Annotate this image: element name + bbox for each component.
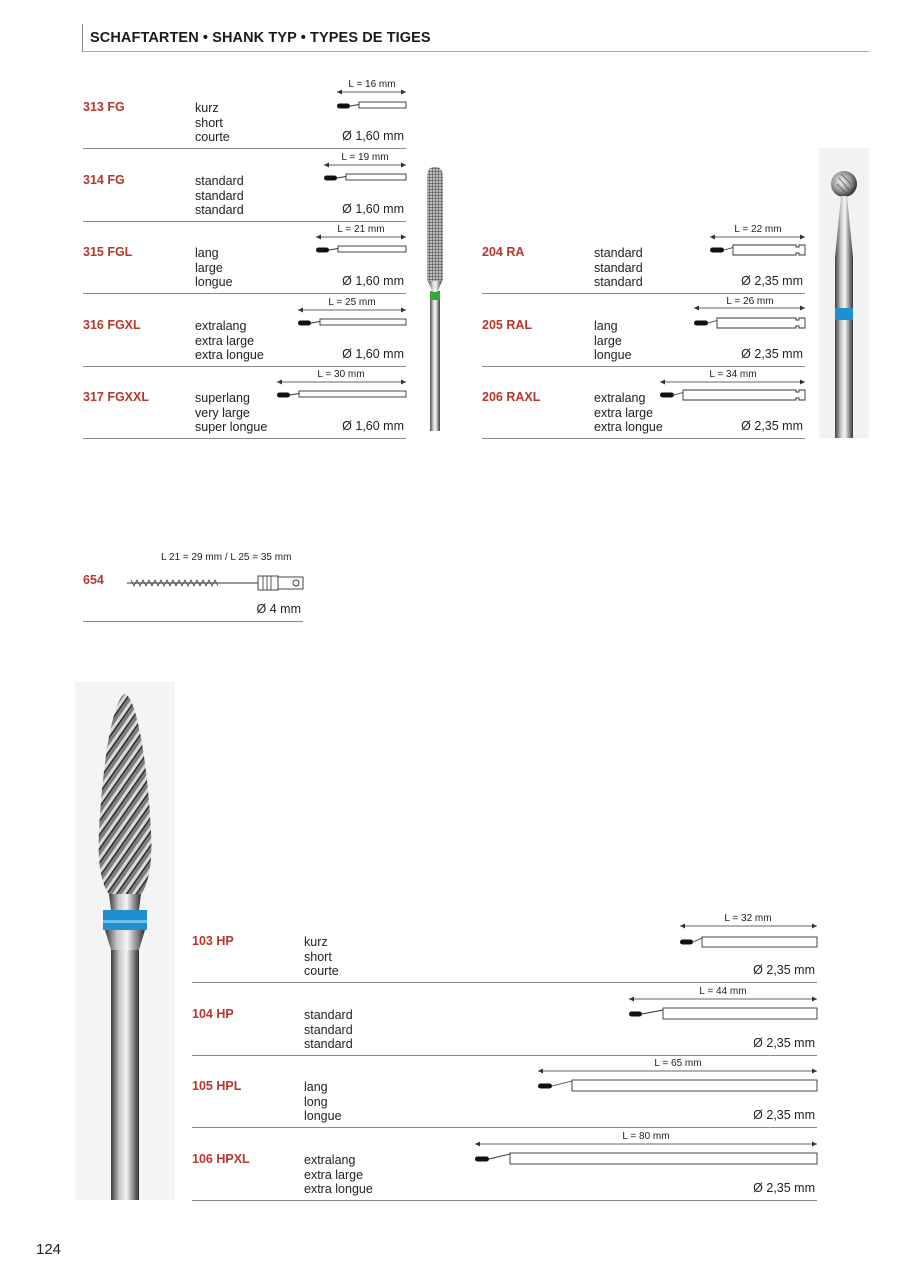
product-code: 206 RAXL <box>482 390 541 404</box>
diameter-value: Ø 1,60 mm <box>342 129 404 143</box>
shank-names: lang large longue <box>195 246 233 290</box>
shank-names: extralang extra large extra longue <box>195 319 264 363</box>
page-number: 124 <box>36 1241 62 1258</box>
table-row <box>83 149 406 222</box>
length-label: L = 21 mm <box>337 224 385 235</box>
table-row <box>83 547 303 622</box>
product-code: 205 RAL <box>482 318 533 332</box>
shank-names: standard standard standard <box>304 1008 353 1052</box>
diameter-value: Ø 2,35 mm <box>753 1108 815 1122</box>
table-row <box>482 221 805 294</box>
length-label: L 21 = 29 mm / L 25 = 35 mm <box>161 552 292 563</box>
table-row <box>83 366 406 439</box>
shank-diagram <box>192 1128 817 1200</box>
diameter-value: Ø 2,35 mm <box>753 1036 815 1050</box>
round-bur-image <box>819 148 869 438</box>
shank-names: lang long longue <box>304 1080 342 1124</box>
product-code: 204 RA <box>482 245 525 259</box>
section-header <box>82 24 869 52</box>
diameter-value: Ø 2,35 mm <box>753 963 815 977</box>
shank-names: kurz short courte <box>195 101 230 145</box>
table-row <box>192 910 817 983</box>
table-row <box>192 1128 817 1201</box>
diameter-value: Ø 1,60 mm <box>342 274 404 288</box>
length-label: L = 25 mm <box>328 297 376 308</box>
shank-diagram <box>192 983 817 1055</box>
product-code: 316 FGXL <box>83 318 141 332</box>
product-code: 654 <box>83 573 104 587</box>
length-label: L = 32 mm <box>724 913 772 924</box>
length-label: L = 80 mm <box>622 1131 670 1142</box>
table-row <box>83 76 406 149</box>
diameter-value: Ø 1,60 mm <box>342 347 404 361</box>
length-label: L = 44 mm <box>699 986 747 997</box>
table-row <box>83 294 406 367</box>
table-row <box>192 983 817 1056</box>
carbide-bur-image <box>75 682 175 1200</box>
diamond-bur-image <box>418 163 452 438</box>
length-label: L = 19 mm <box>341 152 389 163</box>
product-code: 106 HPXL <box>192 1152 250 1166</box>
length-label: L = 30 mm <box>317 369 365 380</box>
ra-bur-photo <box>819 148 869 438</box>
shank-names: lang large longue <box>594 319 632 363</box>
table-row <box>482 366 805 439</box>
shank-names: extralang extra large extra longue <box>594 391 663 435</box>
diameter-value: Ø 2,35 mm <box>741 347 803 361</box>
length-label: L = 26 mm <box>726 296 774 307</box>
length-label: L = 16 mm <box>348 79 396 90</box>
shank-diagram <box>192 1055 817 1127</box>
length-label: L = 22 mm <box>734 224 782 235</box>
section-title: SCHAFTARTEN • SHANK TYP • TYPES DE TIGES <box>90 30 431 46</box>
product-code: 104 HP <box>192 1007 234 1021</box>
diameter-value: Ø 1,60 mm <box>342 202 404 216</box>
shank-names: standard standard standard <box>195 174 244 218</box>
product-code: 317 FGXXL <box>83 390 149 404</box>
table-row <box>83 221 406 294</box>
diameter-value: Ø 4 mm <box>256 602 301 616</box>
shank-names: superlang very large super longue <box>195 391 268 435</box>
length-label: L = 65 mm <box>654 1058 702 1069</box>
shank-diagram <box>192 910 817 982</box>
shank-names: extralang extra large extra longue <box>304 1153 373 1197</box>
fg-bur-photo <box>418 163 452 438</box>
diameter-value: Ø 2,35 mm <box>741 419 803 433</box>
diameter-value: Ø 2,35 mm <box>741 274 803 288</box>
shank-names: kurz short courte <box>304 935 339 979</box>
product-code: 103 HP <box>192 934 234 948</box>
table-row <box>192 1055 817 1128</box>
diameter-value: Ø 2,35 mm <box>753 1181 815 1195</box>
product-code: 315 FGL <box>83 245 133 259</box>
product-code: 314 FG <box>83 173 125 187</box>
product-code: 105 HPL <box>192 1079 242 1093</box>
product-code: 313 FG <box>83 100 125 114</box>
hp-bur-photo <box>75 682 175 1200</box>
length-label: L = 34 mm <box>709 369 757 380</box>
table-row <box>482 294 805 367</box>
diameter-value: Ø 1,60 mm <box>342 419 404 433</box>
shank-names: standard standard standard <box>594 246 643 290</box>
